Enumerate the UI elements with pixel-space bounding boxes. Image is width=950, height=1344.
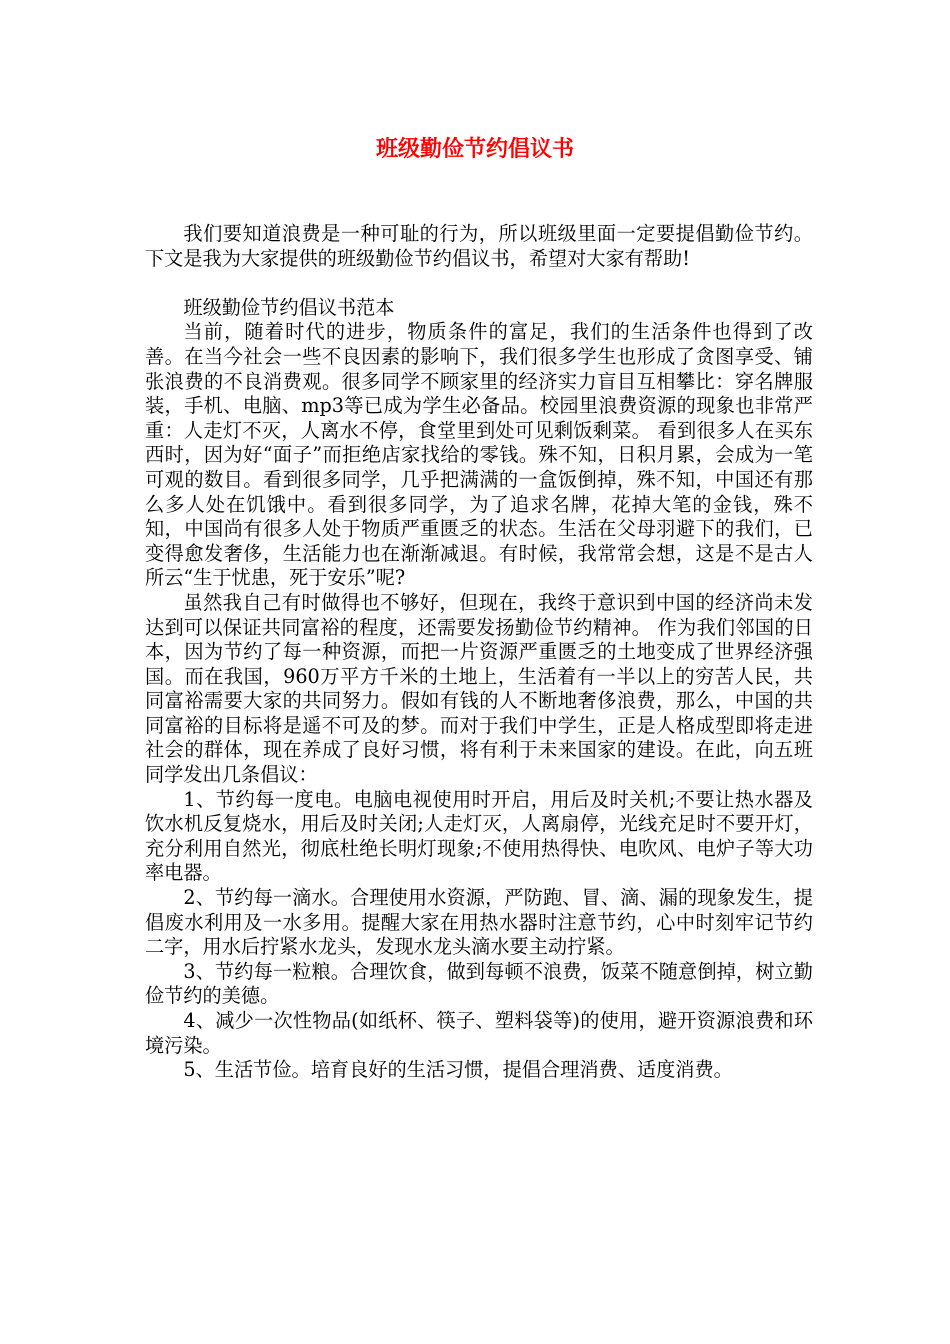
proposal-item-5: 5、生活节俭。培育良好的生活习惯，提倡合理消费、适度消费。 <box>183 1058 733 1082</box>
body-paragraph-2: 虽然我自己有时做得也不够好，但现在，我终于意识到中国的经济尚未发达到可以保证共同富裕的程度，还需要发扬勤俭节约精神。 作为我们邻国的日本，因为节约了每一种资源，而把一片资源严重匮乏的土地变成了世界经济强国。而在我国，960万平方千米的土地上，生活着有一半以上的穷苦人民，共同富裕需要大家的共同努力。假如有钱的人不断地奢侈浪费，那么，中国的共同富裕的目标将是遥不可及的梦。而对于我们中学生，正是人格成型即将走进社会的群体，现在养成了良好习惯，将有利于未来国家的建设。在此，向五班同学发出几条倡议： <box>145 590 813 787</box>
intro-paragraph: 我们要知道浪费是一种可耻的行为，所以班级里面一定要提倡勤俭节约。下文是我为大家提供的班级勤俭节约倡议书，希望对大家有帮助! <box>145 222 813 270</box>
document-title: 班级勤俭节约倡议书 <box>375 137 574 162</box>
proposal-item-2: 2、节约每一滴水。合理使用水资源，严防跑、冒、滴、漏的现象发生，提倡废水利用及一水多用。提醒大家在用热水器时注意节约，心中时刻牢记节约二字，用水后拧紧水龙头，发现水龙头滴水要主动拧紧。 <box>145 886 813 959</box>
body-paragraph-1: 当前，随着时代的进步，物质条件的富足，我们的生活条件也得到了改善。在当今社会一些不良因素的影响下，我们很多学生也形成了贪图享受、铺张浪费的不良消费观。很多同学不顾家里的经济实力盲目互相攀比：穿名牌服装，手机、电脑、mp3等已成为学生必备品。校园里浪费资源的现象也非常严重：人走灯不灭，人离水不停，食堂里到处可见剩饭剩菜。 看到很多人在买东西时，因为好“面子”而拒绝店家找给的零钱。殊不知，日积月累，会成为一笔可观的数目。看到很多同学，几乎把满满的一盒饭倒掉，殊不知，中国还有那么多人处在饥饿中。看到很多同学，为了追求名牌，花掉大笔的金钱，殊不知，中国尚有很多人处于物质严重匮乏的状态。生活在父母羽避下的我们，已变得愈发奢侈，生活能力也在渐渐减退。有时候，我常常会想，这是不是古人所云“生于忧患，死于安乐”呢? <box>145 320 813 590</box>
section-heading: 班级勤俭节约倡议书范本 <box>183 295 395 319</box>
proposal-item-3: 3、节约每一粒粮。合理饮食，做到每顿不浪费，饭菜不随意倒掉，树立勤俭节约的美德。 <box>145 959 813 1008</box>
document-body <box>145 222 813 1083</box>
proposal-item-4: 4、减少一次性物品(如纸杯、筷子、塑料袋等)的使用，避开资源浪费和环境污染。 <box>145 1009 813 1057</box>
proposal-item-1: 1、节约每一度电。电脑电视使用时开启，用后及时关机;不要让热水器及饮水机反复烧水，用后及时关闭;人走灯灭，人离扇停，光线充足时不要开灯，充分利用自然光，彻底杜绝长明灯现象;不使用热得快、电吹风、电炉子等大功率电器。 <box>145 787 813 885</box>
